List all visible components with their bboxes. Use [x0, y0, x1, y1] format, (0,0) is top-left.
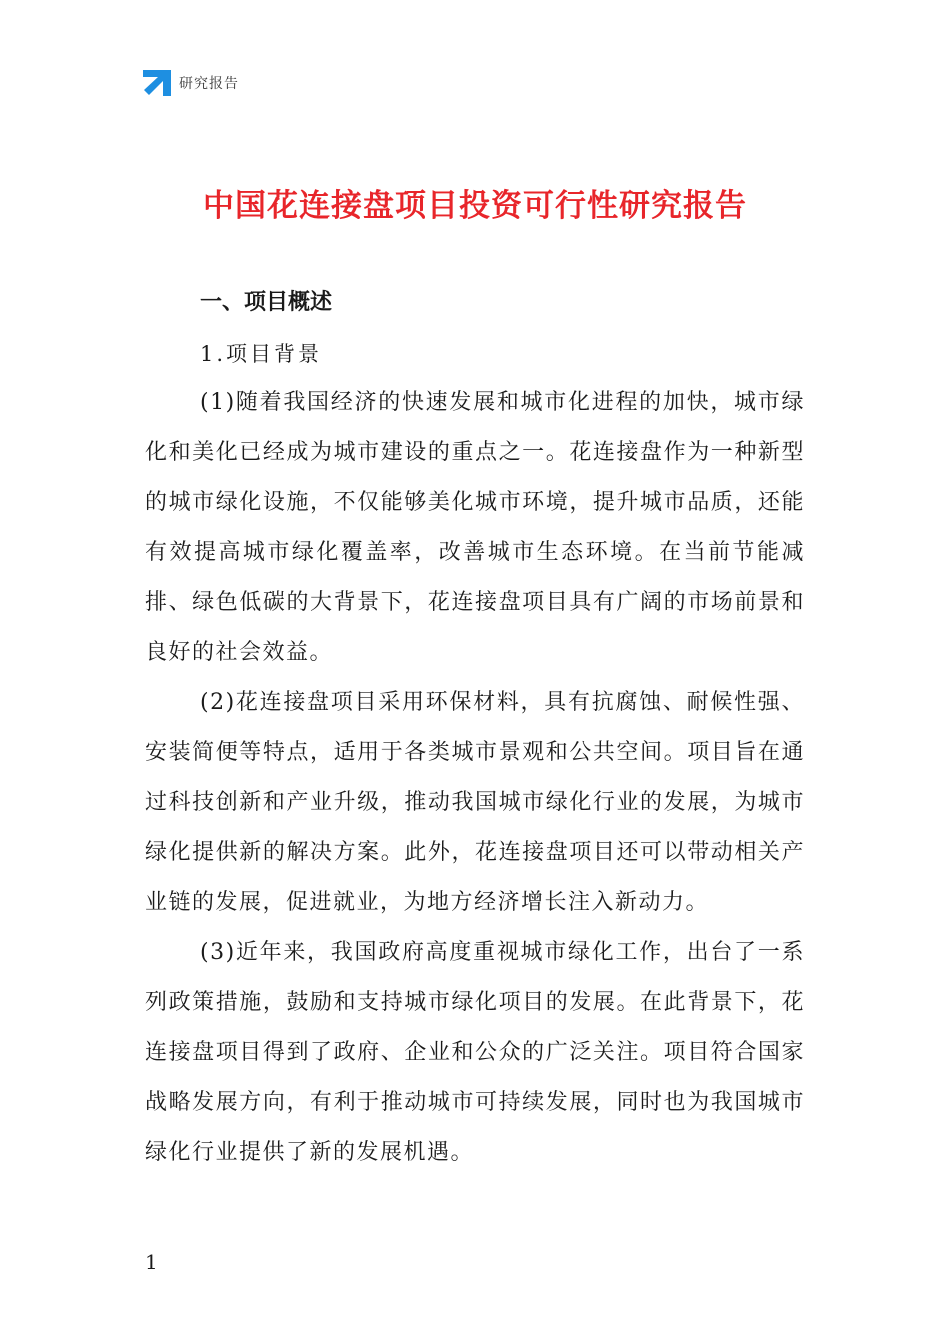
header-label: 研究报告: [179, 76, 239, 92]
sub-heading: 1.项目背景: [200, 342, 323, 366]
paragraph-3: (3)近年来，我国政府高度重视城市绿化工作，出台了一系列政策措施，鼓励和支持城市绿化项目的发展。在此背景下，花连接盘项目得到了政府、企业和公众的广泛关注。项目符合国家战略发展方向，有利于推动城市可持续发展，同时也为我国城市绿化行业提供了新的发展机遇。: [145, 940, 805, 1165]
report-header: [143, 70, 239, 96]
section-heading: 一、项目概述: [200, 290, 333, 315]
arrow-logo-icon: [143, 70, 171, 96]
paragraph-2: (2)花连接盘项目采用环保材料，具有抗腐蚀、耐候性强、安装简便等特点，适用于各类城市景观和公共空间。项目旨在通过科技创新和产业升级，推动我国城市绿化行业的发展，为城市绿化提供新的解决方案。此外，花连接盘项目还可以带动相关产业链的发展，促进就业，为地方经济增长注入新动力。: [145, 690, 805, 915]
page-number: 1: [145, 1250, 158, 1274]
paragraph-1: (1)随着我国经济的快速发展和城市化进程的加快，城市绿化和美化已经成为城市建设的重点之一。花连接盘作为一种新型的城市绿化设施，不仅能够美化城市环境，提升城市品质，还能有效提高城市绿化覆盖率，改善城市生态环境。在当前节能减排、绿色低碳的大背景下，花连接盘项目具有广阔的市场前景和良好的社会效益。: [145, 390, 805, 665]
document-body: [145, 280, 805, 1178]
document-title: 中国花连接盘项目投资可行性研究报告: [203, 188, 747, 224]
